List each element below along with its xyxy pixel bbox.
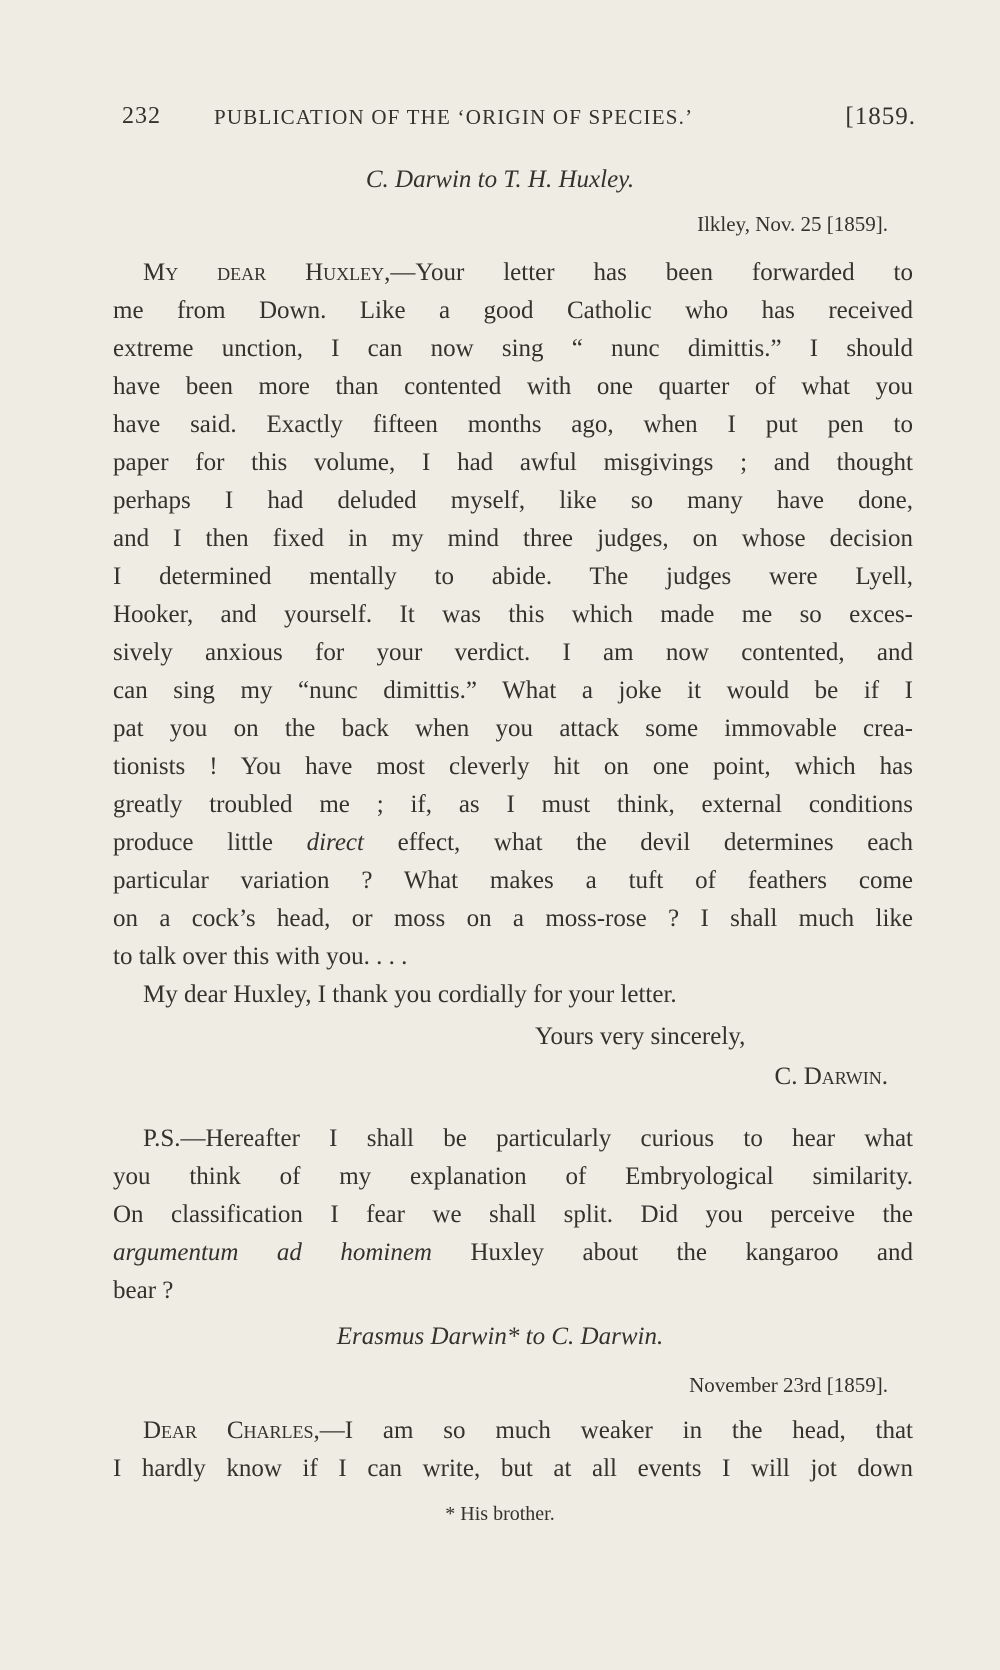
ps-line-latin bbox=[113, 1234, 913, 1272]
running-header bbox=[122, 103, 916, 137]
valediction: Yours very sincerely, bbox=[535, 1023, 746, 1050]
letter-1-title: C. Darwin to T. H. Huxley. bbox=[365, 166, 635, 193]
body-line: particular variation ? What makes a tuft of feathers come bbox=[113, 867, 913, 894]
ps-line: you think of my explanation of Embryological similarity. bbox=[113, 1163, 913, 1190]
body-line: and I then fixed in my mind three judges, on whose decision bbox=[113, 525, 913, 552]
body-line: tionists ! You have most cleverly hit on one point, which has bbox=[113, 753, 913, 780]
postscript bbox=[113, 1120, 913, 1310]
body-line: have said. Exactly fifteen months ago, when I put pen to bbox=[113, 411, 913, 438]
body-line-direct bbox=[113, 824, 913, 862]
letter-1-line-1 bbox=[113, 254, 913, 292]
letter-2-dateline: November 23rd [1859]. bbox=[689, 1373, 888, 1397]
letter-2-line-1 bbox=[113, 1412, 913, 1450]
letter-1-dateline: Ilkley, Nov. 25 [1859]. bbox=[697, 212, 888, 236]
body-line: to talk over this with you. . . . bbox=[113, 943, 408, 970]
body-line: perhaps I had deluded myself, like so many have done, bbox=[113, 487, 913, 514]
text-segment: effect, what the devil determines each bbox=[363, 829, 914, 856]
opening-text: —Your letter has been forwarded to bbox=[390, 259, 913, 286]
header-year: [1859. bbox=[845, 103, 916, 130]
body-line: paper for this volume, I had awful misgivings ; and thought bbox=[113, 449, 913, 476]
text-segment: produce little bbox=[113, 829, 307, 856]
page-number: 232 bbox=[122, 103, 161, 129]
body-line: I hardly know if I can write, but at all events I will jot down bbox=[113, 1455, 913, 1482]
body-line: pat you on the back when you attack some immovable crea- bbox=[113, 715, 913, 742]
body-line: can sing my “nunc dimittis.” What a joke it would be if I bbox=[113, 677, 913, 704]
text-segment: Huxley about the kangaroo and bbox=[432, 1239, 914, 1266]
salutation: My dear Huxley, bbox=[143, 259, 391, 286]
italic-direct: direct bbox=[306, 829, 364, 856]
letter-1-body bbox=[113, 254, 913, 1014]
ps-line: bear ? bbox=[113, 1277, 174, 1304]
body-line: I determined mentally to abide. The judges were Lyell, bbox=[113, 563, 913, 590]
italic-latin: argumentum ad hominem bbox=[113, 1239, 432, 1266]
footnote: * His brother. bbox=[445, 1503, 555, 1525]
body-line: sively anxious for your verdict. I am now contented, and bbox=[113, 639, 913, 666]
body-line: have been more than contented with one quarter of what you bbox=[113, 373, 913, 400]
closing-line: My dear Huxley, I thank you cordially for your letter. bbox=[143, 981, 677, 1008]
body-line: me from Down. Like a good Catholic who has received bbox=[113, 297, 913, 324]
body-line: Hooker, and yourself. It was this which made me so exces- bbox=[113, 601, 913, 628]
text-segment: —I am so much weaker in the head, that bbox=[319, 1417, 913, 1444]
body-line: extreme unction, I can now sing “ nunc dimittis.” I should bbox=[113, 335, 913, 362]
ps-line: P.S.—Hereafter I shall be particularly curious to hear what bbox=[143, 1125, 913, 1152]
letter-2-title: Erasmus Darwin* to C. Darwin. bbox=[336, 1323, 664, 1350]
letter-2-body bbox=[113, 1412, 913, 1488]
running-title: PUBLICATION OF THE ‘ORIGIN OF SPECIES.’ bbox=[214, 105, 694, 129]
ps-line: On classification I fear we shall split. Did you perceive the bbox=[113, 1201, 913, 1228]
salutation: Dear Charles, bbox=[143, 1417, 320, 1444]
body-line: on a cock’s head, or moss on a moss-rose ? I shall much like bbox=[113, 905, 913, 932]
body-line: greatly troubled me ; if, as I must think, external conditions bbox=[113, 791, 913, 818]
signature: C. Darwin. bbox=[774, 1063, 888, 1090]
